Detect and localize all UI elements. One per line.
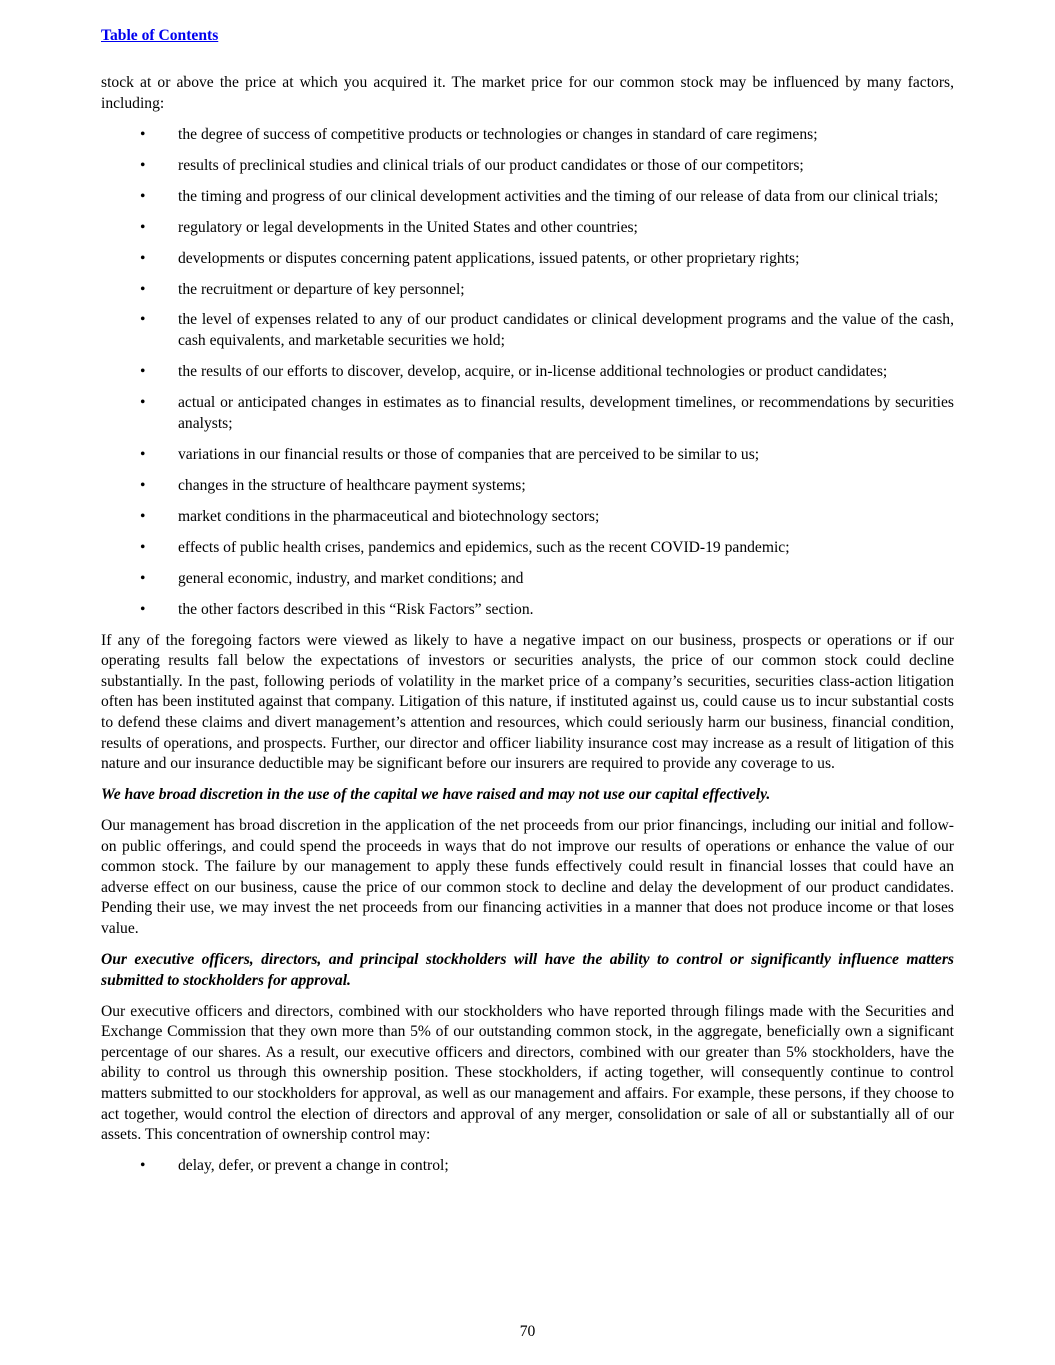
list-item bbox=[101, 280, 954, 301]
bullet-icon: • bbox=[140, 249, 146, 267]
control-paragraph: Our executive officers and directors, combined with our stockholders who have reported through filings made with the Securities and Exchange Commission that they own more than 5% of our outstanding common stock, in the aggregate, beneficially own a significant percentage of our shares. As a result, our executive officers and directors, combined with our greater than 5% stockholders, have the ability to control us through this ownership position. These stockholders, if acting together, will consequently continue to control matters submitted to our stockholders for approval, as well as our management and affairs. For example, these persons, if they choose to act together, would control the election of directors and approval of any merger, consolidation or sale of all or substantially all of our assets. This concentration of ownership control may: bbox=[101, 1002, 954, 1144]
bullet-icon: • bbox=[140, 445, 146, 463]
list-item-text: actual or anticipated changes in estimates as to financial results, development timelines, or recommendations by securities analysts; bbox=[178, 394, 954, 432]
list-item-text: general economic, industry, and market conditions; and bbox=[178, 569, 524, 587]
list-item-text: variations in our financial results or those of companies that are perceived to be similar to us; bbox=[178, 445, 760, 463]
bullet-icon: • bbox=[140, 363, 146, 381]
list-item-text: results of preclinical studies and clinical trials of our product candidates or those of our competitors; bbox=[178, 156, 804, 174]
list-item bbox=[101, 507, 954, 528]
bullet-icon: • bbox=[140, 600, 146, 618]
list-item-text: the other factors described in this “Risk Factors” section. bbox=[178, 600, 534, 618]
document-page bbox=[101, 26, 954, 1187]
list-item bbox=[101, 125, 954, 146]
control-heading: Our executive officers, directors, and principal stockholders will have the ability to control or significantly influence matters submitted to stockholders for approval. bbox=[101, 951, 954, 989]
bullet-icon: • bbox=[140, 187, 146, 205]
bullet-icon: • bbox=[140, 311, 146, 329]
page-number: 70 bbox=[519, 1323, 536, 1340]
list-item-text: delay, defer, or prevent a change in control; bbox=[178, 1157, 449, 1175]
discretion-paragraph: Our management has broad discretion in the application of the net proceeds from our prior financings, including our initial and follow-on public offerings, and could spend the proceeds in ways that do not improve our results of operations or enhance the value of our common stock. The failure by our management to apply these funds effectively could result in financial losses that could have an adverse effect on our business, cause the price of our common stock to decline and delay the development of our product candidates. Pending their use, we may invest the net proceeds from our financing activities in a manner that does not produce income or that loses value. bbox=[101, 817, 954, 938]
list-item-text: market conditions in the pharmaceutical and biotechnology sectors; bbox=[178, 507, 600, 525]
list-item bbox=[101, 249, 954, 270]
list-item-text: the level of expenses related to any of our product candidates or clinical development programs and the value of the cash, cash equivalents, and marketable securities we hold; bbox=[178, 311, 954, 350]
list-item bbox=[101, 538, 954, 559]
bullet-icon: • bbox=[140, 125, 146, 143]
list-item-text: the timing and progress of our clinical development activities and the timing of our release of data from our clinical trials; bbox=[178, 187, 939, 205]
intro-paragraph: stock at or above the price at which you acquired it. The market price for our common stock may be influenced by many factors, including: bbox=[101, 74, 954, 112]
list-item bbox=[101, 569, 954, 590]
discretion-heading: We have broad discretion in the use of the capital we have raised and may not use our capital effectively. bbox=[101, 786, 771, 804]
list-item-text: the results of our efforts to discover, develop, acquire, or in-license additional technologies or product candidates; bbox=[178, 363, 888, 381]
list-item bbox=[101, 218, 954, 239]
list-item bbox=[101, 476, 954, 497]
bullet-icon: • bbox=[140, 569, 146, 587]
table-of-contents-link[interactable]: Table of Contents bbox=[101, 27, 219, 44]
bullet-icon: • bbox=[140, 476, 146, 494]
bullet-icon: • bbox=[140, 394, 146, 412]
bullet-icon: • bbox=[140, 507, 146, 525]
bullet-icon: • bbox=[140, 218, 146, 236]
bullet-icon: • bbox=[140, 1157, 146, 1175]
bullet-icon: • bbox=[140, 538, 146, 556]
bullet-icon: • bbox=[140, 280, 146, 298]
list-item-text: effects of public health crises, pandemics and epidemics, such as the recent COVID-19 pandemic; bbox=[178, 538, 790, 556]
list-item bbox=[101, 156, 954, 177]
bullet-icon: • bbox=[140, 156, 146, 174]
control-effects-list bbox=[101, 1156, 954, 1177]
list-item bbox=[101, 445, 954, 466]
volatility-paragraph: If any of the foregoing factors were viewed as likely to have a negative impact on our business, prospects or operations or if our operating results fall below the expectations of investors or securities analysts, the price of our common stock could decline substantially. In the past, following periods of volatility in the market price of a company’s securities, securities class-action litigation often has been instituted against that company. Litigation of this nature, if instituted against us, could cause us to incur substantial costs to defend these claims and divert management’s attention and resources, which could seriously harm our business, financial condition, results of operations, and prospects. Further, our director and officer liability insurance cost may increase as a result of litigation of this nature and our insurance deductible may be significant before our insurers are required to provide any coverage to us. bbox=[101, 631, 954, 773]
list-item-text: the recruitment or departure of key personnel; bbox=[178, 280, 465, 298]
list-item bbox=[101, 362, 954, 383]
list-item bbox=[101, 1156, 954, 1177]
list-item bbox=[101, 310, 954, 351]
market-price-factors-list bbox=[101, 125, 954, 621]
list-item bbox=[101, 600, 954, 621]
list-item-text: the degree of success of competitive products or technologies or changes in standard of care regimens; bbox=[178, 125, 818, 143]
list-item bbox=[101, 393, 954, 434]
list-item-text: regulatory or legal developments in the United States and other countries; bbox=[178, 218, 638, 236]
list-item-text: changes in the structure of healthcare payment systems; bbox=[178, 476, 526, 494]
list-item bbox=[101, 187, 954, 208]
list-item-text: developments or disputes concerning patent applications, issued patents, or other proprietary rights; bbox=[178, 249, 800, 267]
